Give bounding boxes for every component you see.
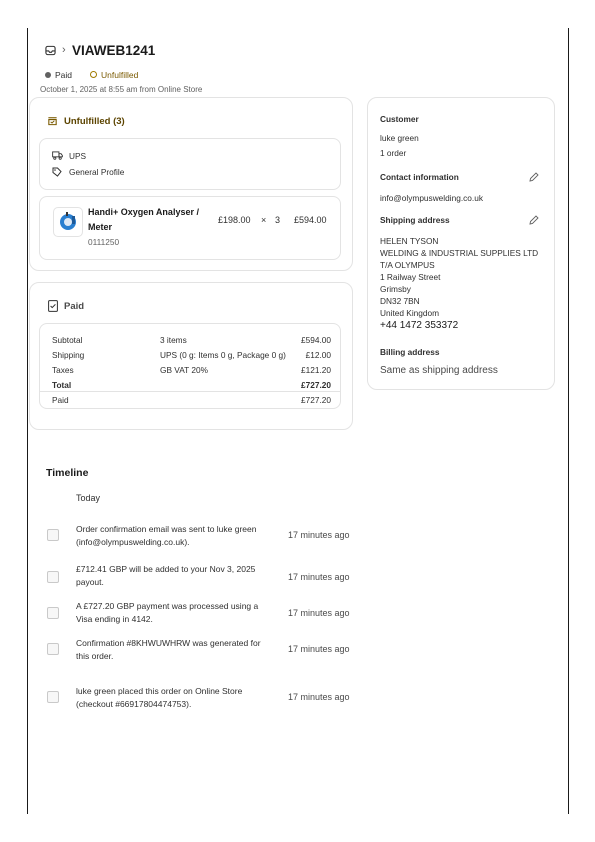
carrier-name: UPS [69, 151, 87, 161]
contact-heading: Contact information [380, 172, 459, 182]
timeline-event-text [76, 523, 272, 548]
timeline-event-icon [47, 643, 59, 655]
timeline-event-line1: Confirmation #8KHWUWHRW was generated for [76, 638, 261, 648]
timeline-event-line2: (info@olympuswelding.co.uk). [76, 536, 190, 547]
payment-card-title: Paid [64, 301, 85, 312]
timeline-event-icon [47, 571, 59, 583]
billing-same-text: Same as shipping address [380, 365, 498, 376]
customer-name[interactable]: luke green [380, 133, 419, 143]
unfulfilled-card [29, 97, 353, 271]
shipping-line-name: HELEN TYSON [380, 236, 439, 246]
shipping-line-street: 1 Railway Street [380, 272, 441, 282]
subtotal-detail: 3 items [160, 335, 187, 345]
customer-order-count: 1 order [380, 148, 407, 158]
chevron-right-icon: › [62, 44, 66, 56]
shipping-line-company: WELDING & INDUSTRIAL SUPPLIES LTD [380, 248, 539, 258]
unfulfilled-title: Unfulfilled (3) [64, 116, 125, 127]
total-divider [40, 391, 340, 392]
truck-icon [52, 151, 63, 160]
timeline-event-text [76, 637, 272, 662]
contact-email[interactable]: info@olympuswelding.co.uk [380, 193, 483, 203]
product-sku: 0111250 [88, 237, 120, 247]
shipping-detail: UPS (0 g: Items 0 g, Package 0 g) [160, 350, 286, 360]
customer-heading: Customer [380, 114, 419, 124]
timeline-event-line1: Order confirmation email was sent to luke green [76, 524, 257, 534]
product-name-line2[interactable]: Meter [88, 222, 113, 232]
timeline-event-time: 17 minutes ago [288, 608, 350, 618]
shipping-line-postcode: DN32 7BN [380, 296, 420, 306]
timeline-event-line1: A £727.20 GBP payment was processed using a [76, 601, 259, 611]
total-label: Total [52, 380, 72, 390]
paid-amount: £727.20 [301, 395, 331, 405]
unit-price: £198.00 [218, 215, 251, 225]
shipping-address-heading: Shipping address [380, 215, 450, 225]
subtotal-amount: £594.00 [301, 335, 331, 345]
unfulfilled-ring-icon [90, 71, 97, 78]
shipping-profile-name: General Profile [69, 167, 125, 177]
timeline-day: Today [76, 493, 101, 503]
fulfillment-status-badge [90, 70, 138, 80]
taxes-amount: £121.20 [301, 365, 331, 375]
shipping-line-ta: T/A OLYMPUS [380, 260, 435, 270]
timeline-event-text [76, 685, 272, 710]
shipping-phone: +44 1472 353372 [380, 320, 459, 331]
shipping-label: Shipping [52, 350, 85, 360]
receipt-icon [48, 300, 58, 312]
shipping-line-country: United Kingdom [380, 308, 440, 318]
edit-shipping-icon[interactable] [529, 215, 539, 225]
product-thumbnail[interactable] [53, 207, 83, 237]
subtotal-label: Subtotal [52, 335, 83, 345]
shipping-line-city: Grimsby [380, 284, 411, 294]
unfulfilled-box-icon [47, 115, 58, 126]
timeline-event-line2: this order. [76, 650, 114, 661]
page-border-left [27, 28, 28, 814]
edit-contact-icon[interactable] [529, 172, 539, 182]
timeline-event-icon [47, 607, 59, 619]
payment-card [29, 282, 353, 430]
fulfillment-status-label: Unfulfilled [101, 70, 139, 80]
payment-summary-box [39, 323, 341, 409]
timeline-event-text [76, 563, 272, 588]
quantity: 3 [275, 215, 281, 225]
inbox-icon [45, 45, 56, 56]
timeline-event-icon [47, 691, 59, 703]
product-name-line1[interactable]: Handi+ Oxygen Analyser / [88, 207, 199, 217]
paid-label: Paid [52, 395, 69, 405]
timeline-event-line1: £712.41 GBP will be added to your Nov 3, 2025 [76, 564, 256, 574]
line-item-box [39, 196, 341, 260]
page-border-right [568, 28, 569, 814]
payment-status-label: Paid [55, 70, 73, 80]
paid-dot-icon [45, 72, 51, 78]
timeline-event-time: 17 minutes ago [288, 572, 350, 582]
timeline-event-line1: luke green placed this order on Online Store [76, 686, 243, 696]
timeline-event-time: 17 minutes ago [288, 644, 350, 654]
shipping-amount: £12.00 [305, 350, 331, 360]
times-sign: × [261, 215, 267, 225]
tag-icon [52, 167, 62, 177]
line-total: £594.00 [294, 215, 327, 225]
taxes-detail: GB VAT 20% [160, 365, 208, 375]
shipping-method-box [39, 138, 341, 190]
customer-card [367, 97, 555, 390]
timeline-event-time: 17 minutes ago [288, 692, 350, 702]
timeline-event-line2: Visa ending in 4142. [76, 613, 153, 624]
billing-heading: Billing address [380, 347, 440, 357]
payment-status-badge [45, 70, 72, 80]
timeline-event-line2: (checkout #66917804474753). [76, 698, 192, 709]
total-amount: £727.20 [301, 380, 331, 390]
timeline-event-time: 17 minutes ago [288, 530, 350, 540]
timeline-title: Timeline [46, 467, 89, 479]
timeline-event-text [76, 600, 272, 625]
timeline-event-line2: payout. [76, 576, 104, 587]
timeline-event-icon [47, 529, 59, 541]
order-placed-text: October 1, 2025 at 8:55 am from Online Store [40, 85, 203, 94]
order-id-title: VIAWEB1241 [72, 43, 156, 58]
taxes-label: Taxes [52, 365, 74, 375]
